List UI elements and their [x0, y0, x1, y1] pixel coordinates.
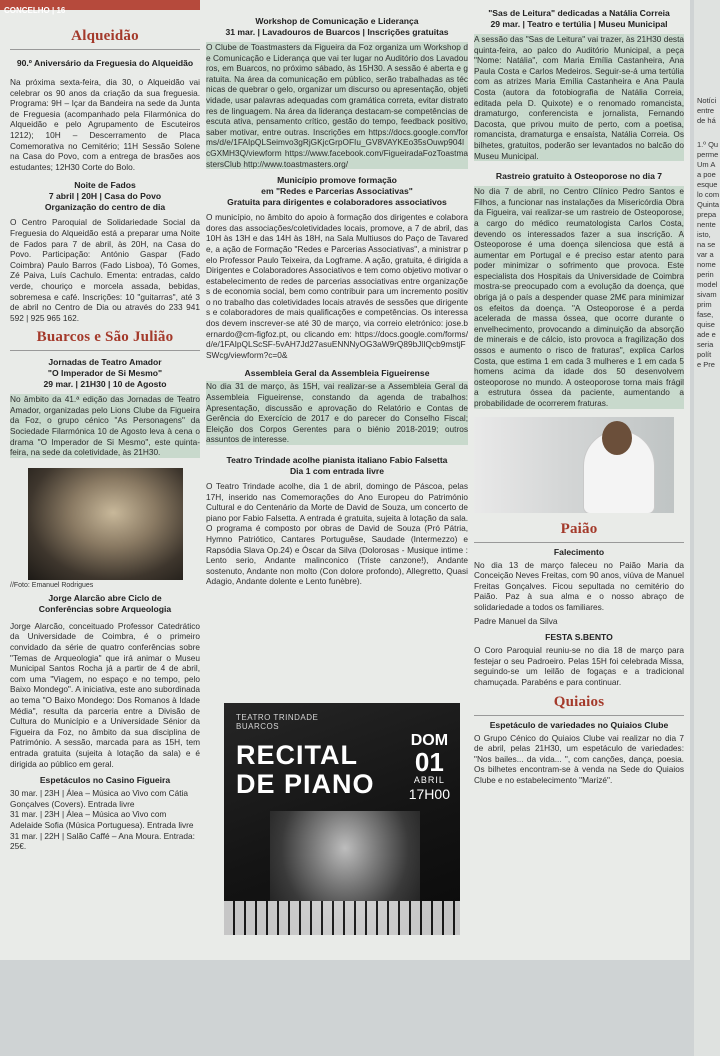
- article-jornadas: No âmbito da 41.ª edição das Jornadas de Teatro Amador, organizadas pelo Lions Clube da Figueira da Foz, o grupo cénico "As Personagens" da Sociedade Filarmónica 10 de Agosto leva à cena o drama "O Imperador de Si Mesmo", este quinta-feira, na sede da coletividade, às 21H30.: [10, 394, 200, 458]
- headline-falecimento: Falecimento: [553, 546, 605, 557]
- column-2: [206, 16, 468, 590]
- poster-venue: TEATRO TRINDADE BUARCOS: [236, 713, 319, 731]
- divider: [10, 350, 200, 351]
- section-band: CONCELHO | 16: [0, 0, 200, 10]
- headline-teatro-trindade: Teatro Trindade acolhe pianista italiano Fabio Falsetta: [226, 455, 448, 465]
- poster-piano-keys: [224, 901, 460, 935]
- headline-workshop: Workshop de Comunicação e Liderança: [255, 16, 419, 26]
- column-3: [474, 8, 684, 789]
- headline-casino: Espetáculos no Casino Figueira: [39, 775, 171, 786]
- headline-municipio: Município promove formação: [277, 175, 397, 186]
- headline-fados: Noite de Fados: [74, 180, 136, 191]
- subhead-fados-when: 7 abril | 20H | Casa do Povo: [48, 191, 162, 202]
- headline-jorge-alarcao: Jorge Alarcão abre Ciclo de: [48, 592, 162, 603]
- divider: [10, 49, 200, 50]
- doctor-head: [602, 421, 632, 455]
- section-title-buarcos: Buarcos e São Julião: [36, 329, 174, 346]
- subhead-municipio-2: Gratuita para dirigentes e colaboradores associativos: [227, 197, 447, 208]
- headline-quiaios: Espetáculo de variedades no Quiaios Clube: [489, 719, 669, 730]
- casino-item: 31 mar. | 22H | Salão Caffé – Ana Moura. Entrada: 25€.: [10, 830, 195, 852]
- subhead-fados-org: Organização do centro de dia: [44, 202, 166, 213]
- article-jorge-alarcao: Jorge Alarcão, conceituado Professor Catedrático da Universidade de Coimbra, é o primeiro convidado da série de quatro conferências sobre "Temas de Arqueologia" que irá animar o Museu Municipal Santos Rocha já a partir de 4 de abril, com uma "Viagem, no espaço e no tempo, pelo Baixo Mondego". A iniciativa, este ano subordinada ao tema "O Baixo Mondego: Dos Romanos à Idade Média", resulta da parceria entre a Divisão de Cultura do Município e a Universidade Sénior da Figueira da Foz, no âmbito da sua disciplina de Património. A sessão, marcada para as 15H, tem entrada gratuita (sujeita à lotação da sala) e é dirigida ao público em geral.: [10, 620, 200, 769]
- subhead-sas-leitura: 29 mar. | Teatro e tertúlia | Museu Municipal: [490, 19, 668, 29]
- section-title-alqueidao: Alqueidão: [71, 28, 139, 44]
- subhead-workshop: 31 mar. | Lavadouros de Buarcos | Inscrições gratuitas: [225, 27, 449, 37]
- divider: [474, 542, 684, 543]
- casino-item: 31 mar. | 23H | Álea – Música ao Vivo com Adelaide Sofia (Música Portuguesa). Entrada livre: [10, 809, 194, 830]
- column-1: [10, 28, 200, 852]
- photo-caption: //Foto: Emanuel Rodrigues: [10, 581, 94, 589]
- casino-item: 30 mar. | 23H | Álea – Música ao Vivo com Cátia Gonçalves (Covers). Entrada livre: [10, 788, 189, 809]
- photo-actor: [28, 468, 183, 580]
- article-falecimento: No dia 13 de março faleceu no Paião Maria da Conceição Neves Freitas, com 90 anos, viúva de Manuel Freitas Gonçalves. Ficou sepultada no cemitério do Paião. Paz à sua alma e o nosso abraço de solidariedade a todos os familiares.: [474, 559, 684, 612]
- section-title-quiaios: Quiaios: [553, 693, 605, 710]
- headline-rastreio: Rastreio gratuito à Osteoporose no dia 7: [495, 171, 663, 182]
- article-rastreio: No dia 7 de abril, no Centro Clínico Pedro Santos e Filhos, a funcionar nas instalações da Misericórdia Obra da Figueira, vai realizar-se um rastreio de Osteoporose, a cargo do médico reumatologista Carlos Costa, devendo os interessados fazer a sua inscrição. A Osteoporose é uma doença silenciosa que está a aumentar em Portugal e é preciso estar atento para poder minimizar o sofrimento que provoca. Este especialista dos Hospitais da Universidade de Coimbra mostra-se preocupado com a evolução da doença, que obriga já o país a despender quase 2M€ para minimizar os efeitos da doença. "A Osteoporose é a perda acelerada de massa óssea, que ocorre durante o envelhecimento, provocando a diminuição da absorção de minerais e de cálcio, isto provoca a fragilização dos ossos e aumento o risco de fraturas", explica Carlos Costa, que estima 1 em cada 3 mulheres e 1 em cada 5 homens acima da idade dos 50 desenvolvem osteoporose no mundo. A osteoporose torna mais frágil a estrutura óssea da paciente, aumentando a probabilidade de ocorrerem fraturas.: [474, 186, 684, 408]
- headline-assembleia: Assembleia Geral da Assembleia Figueirense: [244, 368, 430, 379]
- headline-aniversario: 90.º Aniversário da Freguesia do Alqueidão: [16, 58, 194, 68]
- headline-festa: FESTA S.BENTO: [545, 632, 613, 643]
- article-fados: O Centro Paroquial de Solidariedade Social da Freguesia do Alqueidão está a preparar uma Noite de Fados para 7 de abril, às 20H, na Casa do Povo. Participação: António Gaspar (Fado Coimbra) Paulo Barros (Fado Lisboa), Tó Gomes, Zé Paiva, Luís Cachulo. Ementa: entradas, caldo verde, chouriço e morcela assada, bebidas, sobremesa e café. Inscrições: 10 "guitarras", até 3 de abril no Centro de Dia ou através do 233 941 592 | 925 965 162.: [10, 217, 200, 323]
- subhead-municipio: em "Redes e Parcerias Associativas": [261, 186, 413, 197]
- photo-doctor: [474, 417, 674, 513]
- poster-title: RECITAL DE PIANO: [236, 740, 375, 799]
- headline-sas-leitura: "Sas de Leitura" dedicadas a Natália Correia: [488, 8, 670, 18]
- article-festa: O Coro Paroquial reuniu-se no dia 18 de março para festejar o seu Padroeiro. Pelas 15H foi celebrada Missa, seguindo-se um leilão de fogaças e a tradicional chamuçada. Parabéns e para continuar.: [474, 645, 684, 687]
- poster-date: DOM 01 ABRIL 17H00: [408, 732, 450, 802]
- subhead-jornadas-play: "O Imperador de Si Mesmo": [47, 368, 163, 379]
- article-sas-leitura: A sessão das "Sas de Leitura" vai trazer, às 21H30 desta quinta-feira, ao palco do Auditório Municipal, a peça "Nome: Natália", com Maria Emília Castanheira, Ana Paula Costa e Carlos Medeiros. Seguir-se-á uma tertúlia com as atrizes Maria Emília Castanheira e Ana Paula Costa (autora da fotobiografia de Natália Correia, editada pela D. Quixote) e o renomado romancista, dramaturgo, conferencista e jornalista, Fernando Dacosta, que privou muito de perto, com a poetisa, romancista, dramaturga e ensaísta, Natália Correia. Os bilhetes, gratuitos, poderão ser levantados no balcão do Museu Municipal.: [474, 34, 684, 161]
- subhead-jornadas-when: 29 mar. | 21H30 | 10 de Agosto: [43, 379, 167, 390]
- article-assembleia: No dia 31 de março, às 15H, vai realizar-se a Assembleia Geral da Assembleia Figueirense, constando da agenda de trabalhos: Apresentação, discussão e aprovação do Relatório e Contas de Gerência do Exercício de 2017 e do parecer do Conselho Fiscal; Eleição dos Corpos Gerentes para o biénio 2018-2019; outros assuntos de interesse.: [206, 381, 468, 445]
- adjacent-page-edge: Notíci entre de há 1.º Qu perme Um A a poe esque lo com Quinta prepa nente isto, na se var a nome perin model sivam prim fase, quise ade e seria polít e Pre: [694, 0, 720, 1056]
- section-title-paiao: Paião: [560, 520, 598, 537]
- article-municipio: O município, no âmbito do apoio à formação dos dirigentes e colaboradores das associações/coletividades locais, promove, a 7 de abril, das 10H às 13H e das 14H às 18H, na Sala Multiusos do Paço de Tavarede, a ação de Formação "Redes e Parcerias Associativas", a ministrar pelo Professor Paulo Teixeira, da Logframe. A ação, gratuita, é dirigida a Dirigentes e Colaboradores Associativos e tem como objetivo motivar o estabelecimento de redes de parcerias associativas entre organizações de economia social, bem como contribuir para um incremento positivo no trabalho das coletividades locais através de sessões que dirigentes e colaboradores de mais qualificações e competências. Os interessados devem inscrever-se até 30 de março, via correio eletrónico: jose.bernardo@cm-figfoz.pt, ou clicando em: https://docs.google.com/forms/d/e/1FAIpQLScSF-5vAH7Jd27asuENNNyOG3aW9rQ89bJlIQcb9mstjFSWcg/viewform?c=0&: [206, 212, 468, 360]
- article-aniversario: Na próxima sexta-feira, dia 30, o Alqueidão vai celebrar os 90 anos da criação da sua freguesia. Programa: 9H – Içar da Bandeira na sede da Junta de Freguesia (acompanhado pela Filarmónica do Alqueidão e pelo Agrupamento de Escuteiros 1212); 10H – Descerramento de Placa Comemorativa no Cemitério; 11H Sessão Solene na Casa do Povo, com a entrega de brasões aos estudantes; 12H30 Corte do Bolo.: [10, 77, 200, 172]
- article-workshop: O Clube de Toastmasters da Figueira da Foz organiza um Workshop de Comunicação e Liderança que vai ter lugar no Auditório dos Lavadouros, em Buarcos, no próximo sábado, às 15H30. A sessão é aberta e gratuita. Na área da comunicação em público, serão trabalhadas as técnicas de quebrar o gelo, organizar um discurso ou apresentação, objetividade, usar palavras adequadas com gramática correta, evitar distratores de linguagem. Na área da liderança destacam-se competências de escuta ativa, pensamento crítico, gestão do tempo, feedback positivo, saber motivar, entre outras. Inscrições em https://docs.google.com/forms/d/e/1FAIpQLSeimvo3gRjGKjcGrpOFIu_GV8VAYKEo35sOuwp904lcGXMH3Q/viewform https://www.facebook.com/FigueiradaFozToastmastersClub http://www.toastmasters.org/: [206, 42, 468, 169]
- headline-jorge-alarcao-2: Conferências sobre Arqueologia: [38, 603, 172, 614]
- headline-jornadas: Jornadas de Teatro Amador: [48, 357, 162, 368]
- recital-poster: [224, 703, 460, 935]
- subhead-teatro-trindade: Dia 1 com entrada livre: [289, 466, 385, 476]
- signature: Padre Manuel da Silva: [474, 615, 558, 626]
- article-teatro-trindade: O Teatro Trindade acolhe, dia 1 de abril, domingo de Páscoa, pelas 17H, inserido nas Comemorações do Ano Europeu do Património Cultural e do Centenário da Morte de David de Souza, um concerto de piano por Fabio Falsetta. A entrada é gratuita, sujeita à lotação da sala. O programa é composto por obras de David de Souza (Pró Pátria, Hymno Patriótico, Cantares Portuguêse, Saudade (Intermezzo) e Rapsódia Slava Op.24) e Óscar da Silva (Dolorosas - Musique intime : Lento serio, Andante malinconico (Triste canzone!), Andante sostenuto, Andante non molto (Con dolore profondo), Allegretto, Quasi Adagio, Andante dolente e Lento funèbre).: [206, 481, 468, 587]
- divider: [474, 715, 684, 716]
- article-quiaios: O Grupo Cénico do Quiaios Clube vai realizar no dia 7 de abril, pelas 21H30, um espetáculo de variedades: "Nos bailes... da vida... ", com canções, dança, poesia. Os bilhetes encontram-se à venda na Sede do Quiaios Clube e no estabelecimento "Marizé".: [474, 732, 684, 785]
